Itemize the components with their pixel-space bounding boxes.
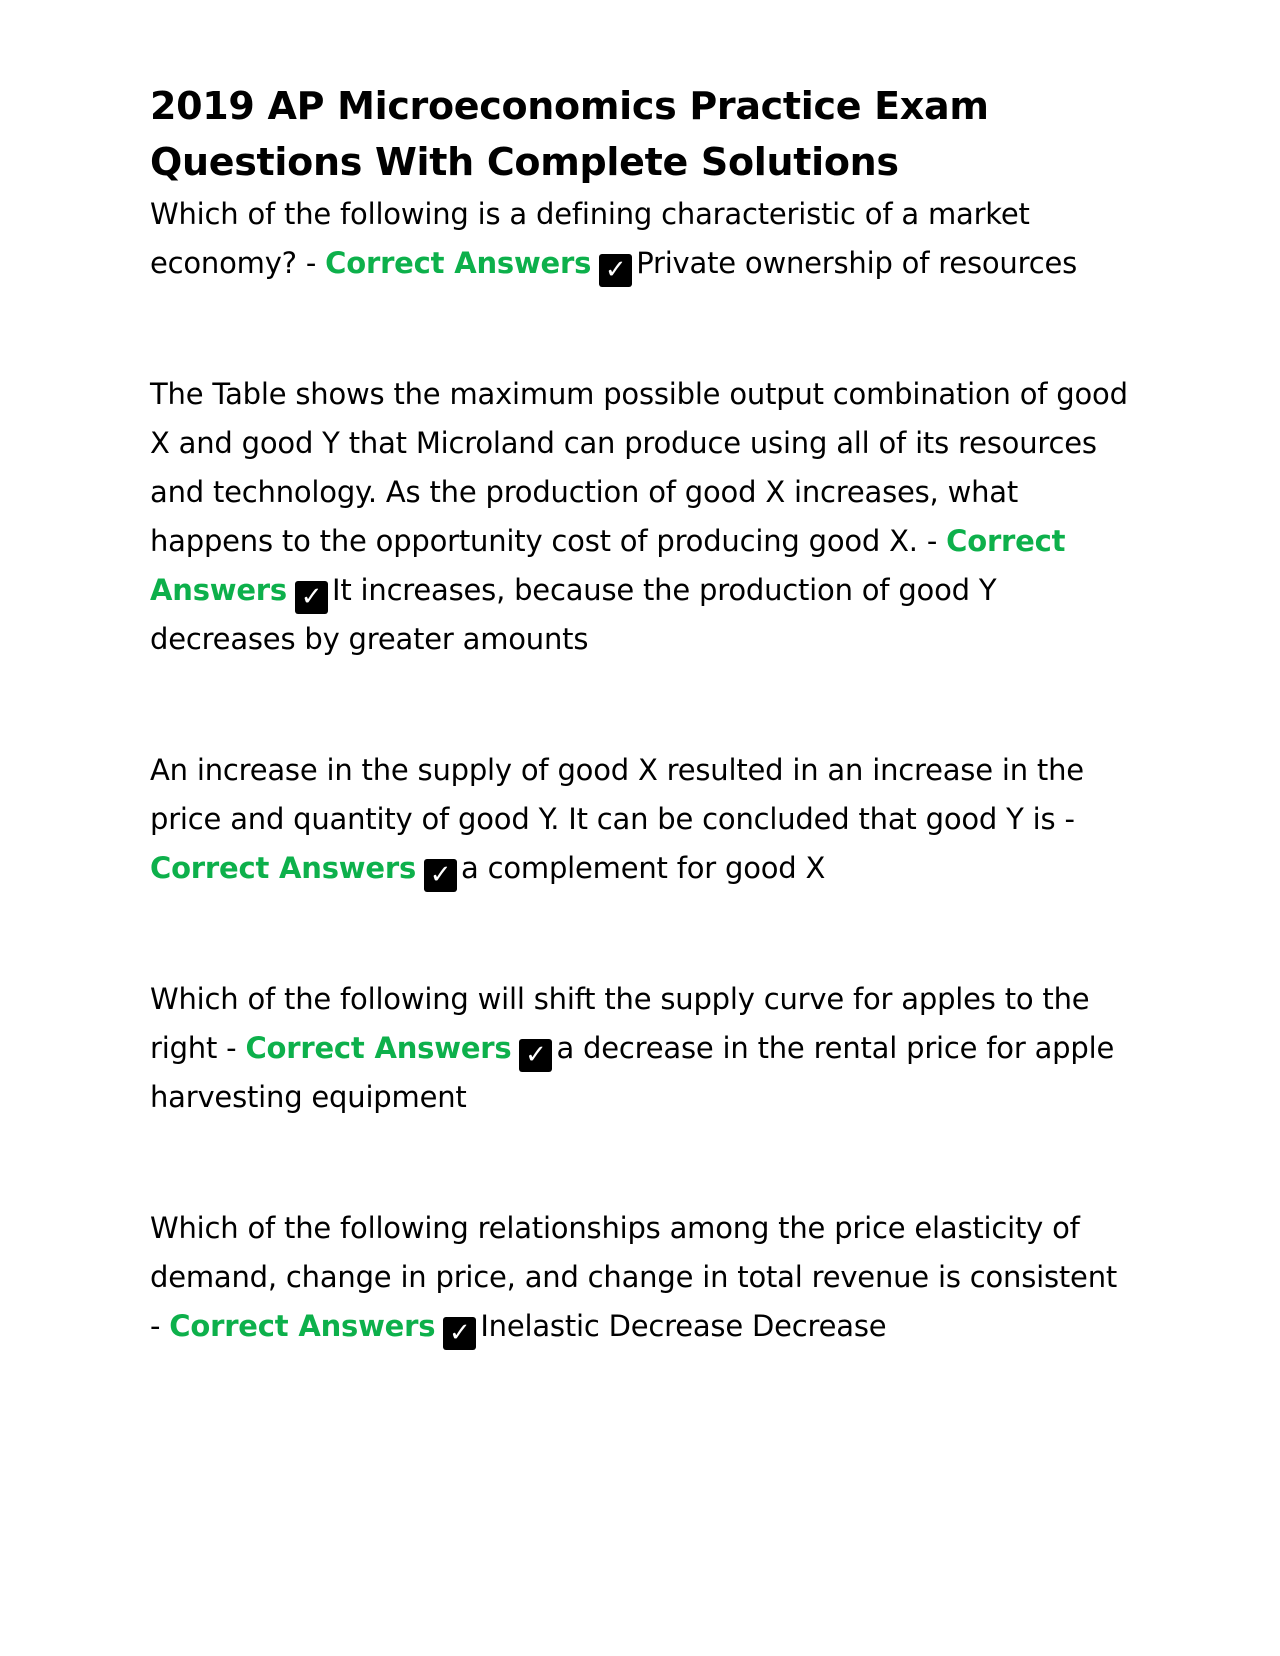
answer-text: Private ownership of resources [636, 246, 1077, 280]
question-text: Which of the following will shift the supply curve for apples to the right - [150, 982, 1090, 1065]
correct-answers-label: Correct Answers [150, 524, 1066, 607]
answer-text: a complement for good X [461, 851, 826, 885]
question-item-2 [150, 370, 1130, 664]
checkmark-icon: ✓ [295, 581, 328, 614]
answer-text: Inelastic Decrease Decrease [480, 1309, 887, 1343]
question-text: An increase in the supply of good X resulted in an increase in the price and quantity of good Y. It can be concluded that good Y is - [150, 753, 1084, 836]
question-text: The Table shows the maximum possible output combination of good X and good Y that Microland can produce using all of its resources and technology. As the production of good X increases, what happens to the opportunity cost of producing good X. - [150, 377, 1128, 558]
question-text: Which of the following relationships among the price elasticity of demand, change in price, and change in total revenue is consistent - [150, 1211, 1118, 1343]
document-page [150, 78, 1130, 1351]
question-item-3 [150, 746, 1130, 893]
question-item-1 [150, 190, 1130, 288]
question-item-5 [150, 1204, 1130, 1351]
checkmark-icon: ✓ [519, 1039, 552, 1072]
correct-answers-label: Correct Answers [150, 851, 417, 885]
checkmark-icon: ✓ [599, 254, 632, 287]
question-list [150, 190, 1130, 1351]
answer-text: It increases, because the production of good Y decreases by greater amounts [150, 573, 997, 656]
correct-answers-label: Correct Answers [325, 246, 592, 280]
question-item-4 [150, 975, 1130, 1122]
answer-text: a decrease in the rental price for apple harvesting equipment [150, 1031, 1115, 1114]
correct-answers-label: Correct Answers [245, 1031, 512, 1065]
document-title: 2019 AP Microeconomics Practice Exam Questions With Complete Solutions [150, 84, 989, 184]
checkmark-icon: ✓ [443, 1317, 476, 1350]
checkmark-icon: ✓ [424, 859, 457, 892]
correct-answers-label: Correct Answers [169, 1309, 436, 1343]
question-text: Which of the following is a defining characteristic of a market economy? - [150, 197, 1030, 280]
